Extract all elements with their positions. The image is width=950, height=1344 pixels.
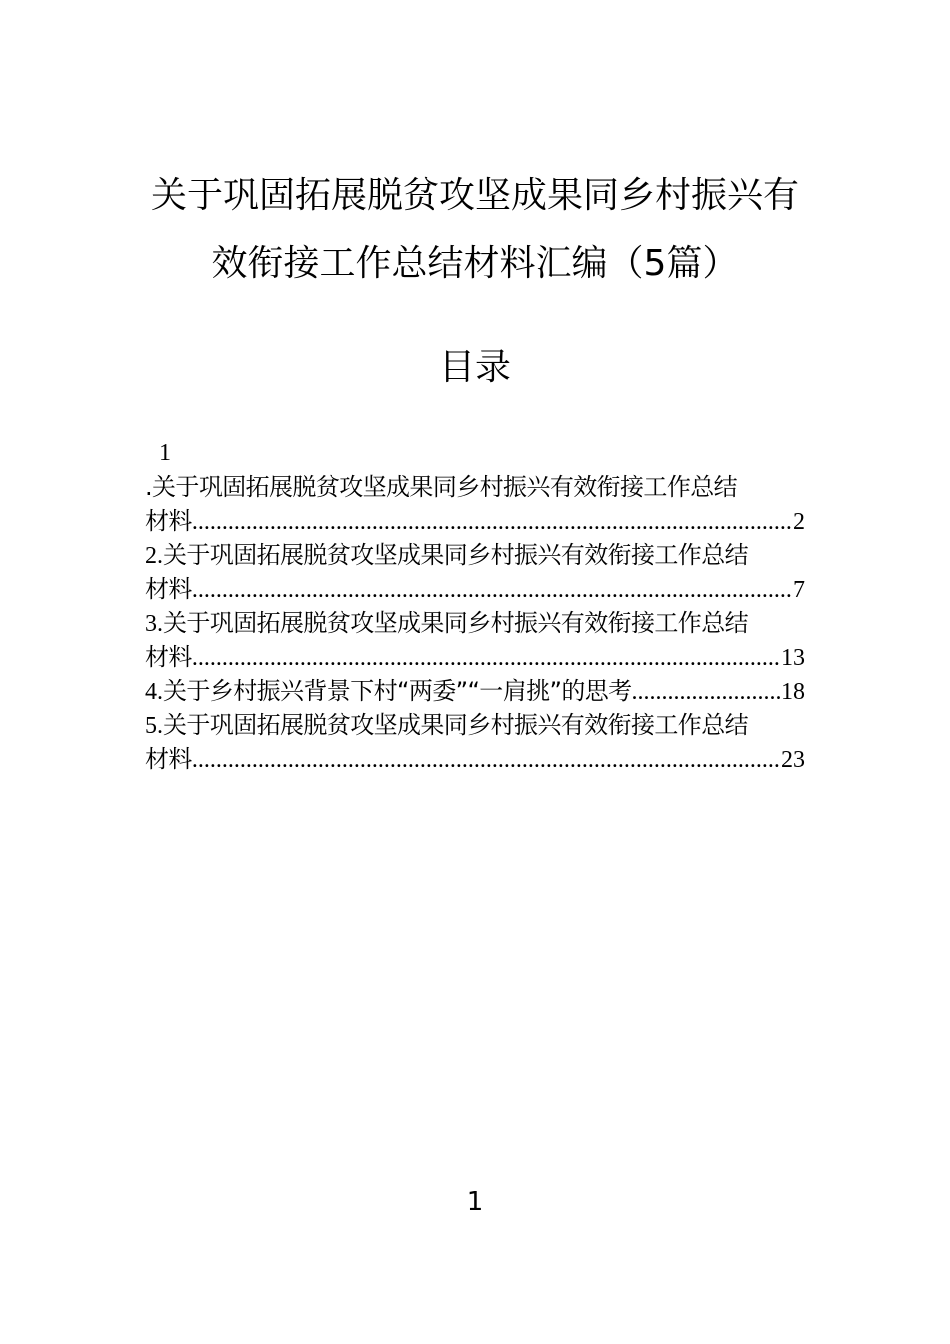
toc-entry-2-continuation[interactable]	[145, 572, 805, 606]
toc-entry-2-title-cont: 材料	[145, 575, 192, 603]
toc-entry-1-title-line[interactable]	[145, 470, 805, 504]
toc-heading: 目录	[438, 347, 511, 388]
toc-leader-dots	[632, 675, 781, 708]
toc-entry-2-title-line[interactable]	[145, 538, 805, 572]
document-title-line-2: 效衔接工作总结材料汇编（5篇）	[211, 243, 739, 284]
toc-entry-4-number: 4.	[145, 679, 163, 705]
toc-entry-3-title-line[interactable]	[145, 606, 805, 640]
toc-entry-4-title-line[interactable]	[145, 674, 805, 708]
toc-entry-3-title-cont: 材料	[145, 643, 192, 671]
toc-leader-dots	[192, 573, 793, 606]
toc-entry-2-title: 关于巩固拓展脱贫攻坚成果同乡村振兴有效衔接工作总结	[163, 541, 748, 569]
toc-entry-1-title-cont: 材料	[145, 507, 192, 535]
toc-entry-2-number: 2.	[145, 543, 163, 569]
toc-entry-5-page: 23	[781, 747, 805, 773]
toc-leader-dots	[192, 743, 781, 776]
table-of-contents	[145, 436, 805, 776]
toc-entry-3-number: 3.	[145, 611, 163, 637]
toc-leader-dots	[192, 641, 781, 674]
toc-entry-2-page: 7	[793, 577, 805, 603]
document-title-line-1: 关于巩固拓展脱贫攻坚成果同乡村振兴有	[150, 175, 799, 216]
page-number: 1	[466, 1187, 484, 1217]
toc-entry-5-title-cont: 材料	[145, 745, 192, 773]
toc-entry-1-title: .关于巩固拓展脱贫攻坚成果同乡村振兴有效衔接工作总结	[145, 473, 738, 501]
toc-entry-5-continuation[interactable]	[145, 742, 805, 776]
toc-entry-3-page: 13	[781, 645, 805, 671]
toc-entry-5-title-line[interactable]	[145, 708, 805, 742]
toc-entry-3-continuation[interactable]	[145, 640, 805, 674]
toc-entry-4-title: 关于乡村振兴背景下村“两委”“一肩挑”的思考	[163, 677, 632, 705]
toc-entry-3-title: 关于巩固拓展脱贫攻坚成果同乡村振兴有效衔接工作总结	[163, 609, 748, 637]
toc-entry-1-page: 2	[793, 509, 805, 535]
toc-leader-dots	[192, 505, 793, 538]
toc-entry-1-number: 1	[159, 440, 171, 466]
toc-entry-5-title: 关于巩固拓展脱贫攻坚成果同乡村振兴有效衔接工作总结	[163, 711, 748, 739]
toc-entry-5-number: 5.	[145, 713, 163, 739]
toc-entry-4-page: 18	[781, 679, 805, 705]
toc-entry-1-continuation[interactable]	[145, 504, 805, 538]
